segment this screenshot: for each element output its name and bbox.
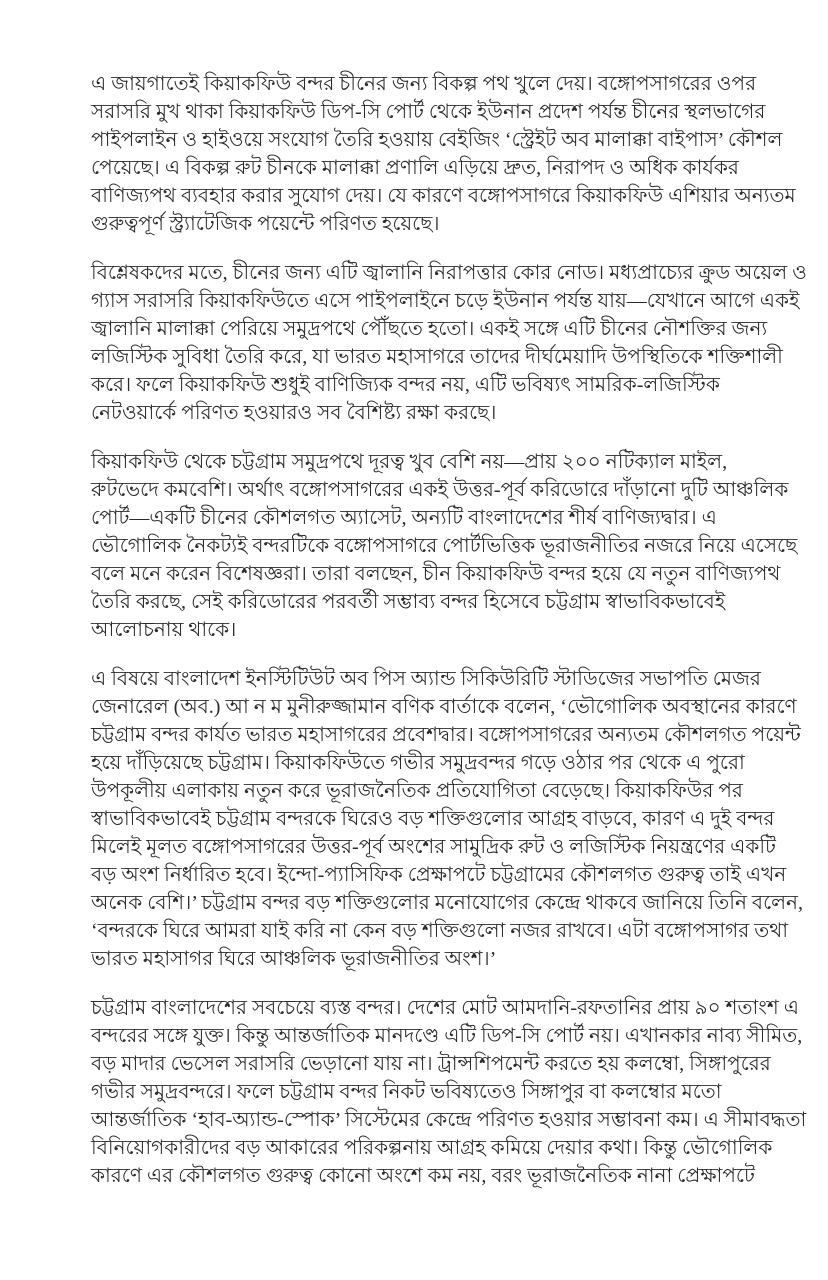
text-line: রুটভেদে কমবেশি। অর্থাৎ বঙ্গোপসাগরের একই উত্তর-পূর্ব করিডোরে দাঁড়ানো দুটি আঞ্চলিক [91,479,789,501]
text-line: এ বিষয়ে বাংলাদেশ ইনস্টিটিউট অব পিস অ্যান্ড সিকিউরিটি স্টাডিজের সভাপতি মেজর [91,668,761,690]
text-line: ভারত মহাসাগর ঘিরে আঞ্চলিক ভূরাজনীতির অংশ।’ [91,948,497,970]
article-body [91,70,807,1190]
text-line: উপকূলীয় এলাকায় নতুন করে ভূরাজনৈতিক প্রতিযোগিতা বেড়েছে। কিয়াকফিউর পর [91,780,743,802]
text-line: চট্টগ্রাম বন্দর কার্যত ভারত মহাসাগরের প্রবেশদ্বার। বঙ্গোপসাগরের অন্যতম কৌশলগত পয়েন্ট [91,724,801,746]
text-line: হয়ে দাঁড়িয়েছে চট্টগ্রাম। কিয়াকফিউতে গভীর সমুদ্রবন্দর গড়ে ওঠার পর থেকে এ পুরো [91,752,745,774]
text-line: ‘বন্দরকে ঘিরে আমরা যাই করি না কেন বড় শক্তিগুলো নজর রাখবে। এটা বঙ্গোপসাগর তথা [91,920,788,942]
text-line: পাইপলাইন ও হাইওয়ে সংযোগ তৈরি হওয়ায় বেইজিং ‘স্ট্রেইট অব মালাক্কা বাইপাস’ কৌশল [91,129,783,151]
text-line: বিনিয়োগকারীদের বড় আকারের পরিকল্পনায় আগ্রহ কমিয়ে দেয়ার কথা। কিন্তু ভৌগোলিক [91,1137,773,1159]
text-line: বলে মনে করেন বিশেষজ্ঞরা। তারা বলছেন, চীন কিয়াকফিউ বন্দর হয়ে যে নতুন বাণিজ্যপথ [91,563,781,585]
text-line: বাণিজ্যপথ ব্যবহার করার সুযোগ দেয়। যে কারণে বঙ্গোপসাগরে কিয়াকফিউ এশিয়ার অন্যতম [91,185,796,207]
text-line: জেনারেল (অব.) আ ন ম মুনীরুজ্জামান বণিক বার্তাকে বলেন, ‘ভৌগোলিক অবস্থানের কারণে [91,696,797,718]
text-line: ভৌগোলিক নৈকট্যই বন্দরটিকে বঙ্গোপসাগরে পোর্টভিত্তিক ভূরাজনীতির নজরে নিয়ে এসেছে [91,535,798,557]
text-line: পোর্ট—একটি চীনের কৌশলগত অ্যাসেট, অন্যটি বাংলাদেশের শীর্ষ বাণিজ্যদ্বার। এ [91,507,717,529]
text-line: করে। ফলে কিয়াকফিউ শুধুই বাণিজ্যিক বন্দর নয়, এটি ভবিষ্যৎ সামরিক-লজিস্টিক [91,374,720,396]
text-line: অনেক বেশি।’ চট্টগ্রাম বন্দর বড় শক্তিগুলোর মনোযোগের কেন্দ্রে থাকবে জানিয়ে তিনি বলেন, [91,892,803,914]
text-line: আলোচনায় থাকে। [91,619,237,641]
text-line: লজিস্টিক সুবিধা তৈরি করে, যা ভারত মহাসাগরে তাদের দীর্ঘমেয়াদি উপস্থিতিকে শক্তিশালী [91,346,783,368]
text-line: আন্তর্জাতিক ‘হাব-অ্যান্ড-স্পোক’ সিস্টেমের কেন্দ্রে পরিণত হওয়ার সম্ভাবনা কম। এ সীমাবদ্ধতা [91,1109,807,1131]
text-line: বড় অংশ নির্ধারিত হবে। ইন্দো-প্যাসিফিক প্রেক্ষাপটে চট্টগ্রামের কৌশলগত গুরুত্ব তাই এখন [91,864,787,886]
text-line: জ্বালানি মালাক্কা পেরিয়ে সমুদ্রপথে পৌঁছতে হতো। একই সঙ্গে এটি চীনের নৌশক্তির জন্য [91,318,768,340]
text-line: গুরুত্বপূর্ণ স্ট্র্যাটেজিক পয়েন্টে পরিণত হয়েছে। [91,213,440,235]
text-line: এ জায়গাতেই কিয়াকফিউ বন্দর চীনের জন্য বিকল্প পথ খুলে দেয়। বঙ্গোপসাগরের ওপর [91,73,757,95]
text-line: নেটওয়ার্কে পরিণত হওয়ারও সব বৈশিষ্ট্য রক্ষা করছে। [91,402,497,424]
paragraph [91,70,796,238]
text-line: বড় মাদার ভেসেল সরাসরি ভেড়ানো যায় না। ট্রান্সশিপমেন্ট করতে হয় কলম্বো, সিঙ্গাপুরের [91,1053,771,1075]
text-line: বিশ্লেষকদের মতে, চীনের জন্য এটি জ্বালানি নিরাপত্তার কোর নোড। মধ্যপ্রাচ্যের ক্রুড অয়েল ও [91,262,807,284]
text-line: সরাসরি মুখ থাকা কিয়াকফিউ ডিপ-সি পোর্ট থেকে ইউনান প্রদেশ পর্যন্ত চীনের স্থলভাগের [91,101,766,123]
text-line: তৈরি করছে, সেই করিডোরের পরবর্তী সম্ভাব্য বন্দর হিসেবে চট্টগ্রাম স্বাভাবিকভাবেই [91,591,726,613]
text-line: কিয়াকফিউ থেকে চট্টগ্রাম সমুদ্রপথে দূরত্ব খুব বেশি নয়—প্রায় ২০০ নটিক্যাল মাইল, [91,451,728,473]
text-line: কারণে এর কৌশলগত গুরুত্ব কোনো অংশে কম নয়, বরং ভূরাজনৈতিক নানা প্রেক্ষাপটে [91,1165,755,1187]
text-line: বন্দরের সঙ্গে যুক্ত। কিন্তু আন্তর্জাতিক মানদণ্ডে এটি ডিপ-সি পোর্ট নয়। এখানকার নাব্য সীমিত, [91,1025,803,1047]
text-line: চট্টগ্রাম বাংলাদেশের সবচেয়ে ব্যস্ত বন্দর। দেশের মোট আমদানি-রফতানির প্রায় ৯০ শতাংশ এ [91,997,799,1019]
paragraph [91,259,807,427]
paragraph [91,448,798,644]
text-line: পেয়েছে। এ বিকল্প রুট চীনকে মালাক্কা প্রণালি এড়িয়ে দ্রুত, নিরাপদ ও অধিক কার্যকর [91,157,739,179]
text-line: গ্যাস সরাসরি কিয়াকফিউতে এসে পাইপলাইনে চড়ে ইউনান পর্যন্ত যায়—যেখানে আগে একই [91,290,800,312]
text-line: স্বাভাবিকভাবেই চট্টগ্রাম বন্দরকে ঘিরেও বড় শক্তিগুলোর আগ্রহ বাড়বে, কারণ এ দুই বন্দর [91,808,775,830]
paragraph [91,665,803,973]
paragraph [91,994,807,1190]
text-line: মিলেই মূলত বঙ্গোপসাগরের উত্তর-পূর্ব অংশের সামুদ্রিক রুট ও লজিস্টিক নিয়ন্ত্রণের একটি [91,836,776,858]
text-line: গভীর সমুদ্রবন্দরে। ফলে চট্টগ্রাম বন্দর নিকট ভবিষ্যতেও সিঙ্গাপুর বা কলম্বোর মতো [91,1081,722,1103]
